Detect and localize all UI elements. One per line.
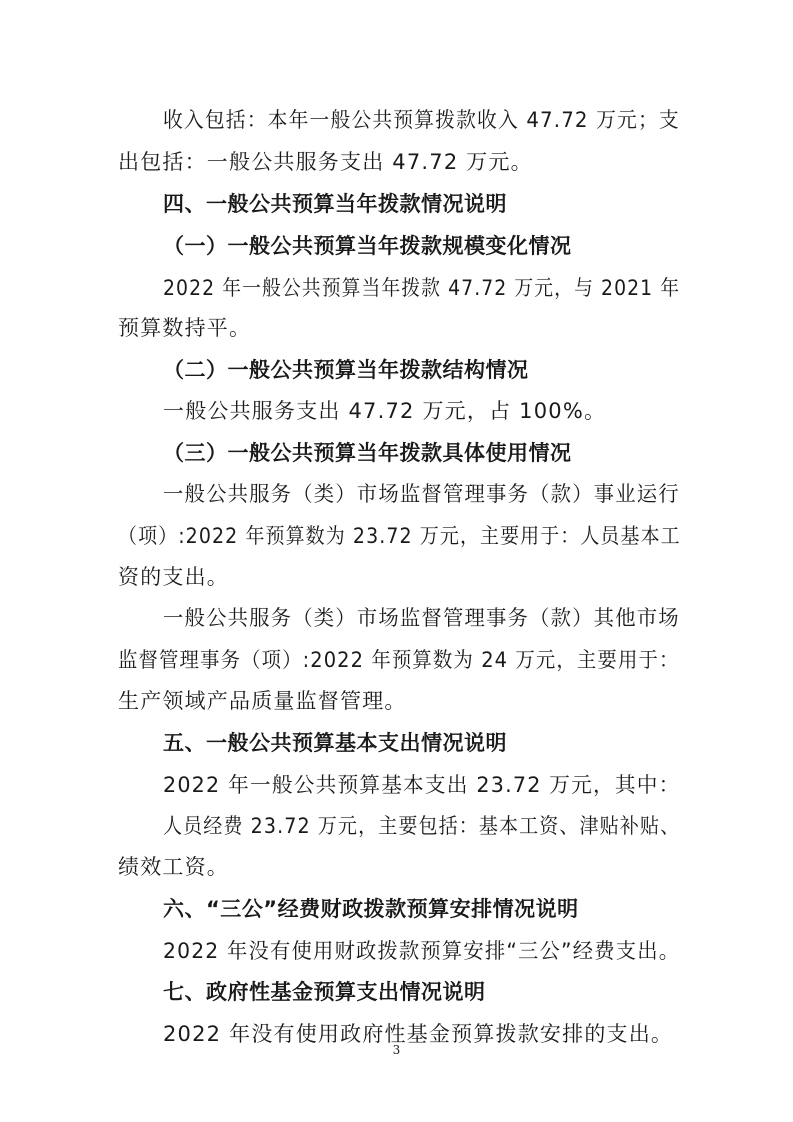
paragraph-line: 2022 年一般公共预算基本支出 23.72 万元，其中：	[163, 773, 681, 797]
subsection-heading-4-2: （二）一般公共预算当年拨款结构情况	[163, 358, 529, 382]
section-heading-7: 七、政府性基金预算支出情况说明	[163, 980, 486, 1004]
paragraph-line: 监督管理事务（项）:2022 年预算数为 24 万元，主要用于：	[118, 648, 680, 672]
paragraph-line: 一般公共服务支出 47.72 万元，占 100%。	[163, 399, 607, 423]
section-heading-4: 四、一般公共预算当年拨款情况说明	[163, 192, 507, 216]
paragraph-line: 资的支出。	[118, 565, 229, 589]
paragraph-line: 一般公共服务（类）市场监督管理事务（款）事业运行	[163, 482, 680, 506]
paragraph-line: 2022 年一般公共预算当年拨款 47.72 万元，与 2021 年	[163, 276, 681, 300]
subsection-heading-4-3: （三）一般公共预算当年拨款具体使用情况	[163, 441, 572, 465]
paragraph-line: 预算数持平。	[118, 316, 252, 340]
paragraph-line: 2022 年没有使用财政拨款预算安排“三公”经费支出。	[163, 939, 681, 963]
paragraph-line: 人员经费 23.72 万元，主要包括：基本工资、津贴补贴、	[163, 814, 681, 838]
paragraph-line: （项）:2022 年预算数为 23.72 万元，主要用于：人员基本工	[118, 524, 681, 548]
paragraph-line: 收入包括：本年一般公共预算拨款收入 47.72 万元；支	[163, 108, 680, 132]
section-heading-5: 五、一般公共预算基本支出情况说明	[163, 731, 507, 755]
paragraph-line: 出包括：一般公共服务支出 47.72 万元。	[118, 150, 533, 174]
subsection-heading-4-1: （一）一般公共预算当年拨款规模变化情况	[163, 234, 572, 258]
paragraph-line: 2022 年没有使用政府性基金预算拨款安排的支出。	[163, 1022, 674, 1046]
section-heading-6: 六、“三公”经费财政拨款预算安排情况说明	[163, 897, 579, 921]
paragraph-line: 生产领域产品质量监督管理。	[118, 689, 407, 713]
paragraph-line: 绩效工资。	[118, 855, 229, 879]
page-number: 3	[392, 1043, 401, 1057]
paragraph-line: 一般公共服务（类）市场监督管理事务（款）其他市场	[163, 606, 680, 630]
